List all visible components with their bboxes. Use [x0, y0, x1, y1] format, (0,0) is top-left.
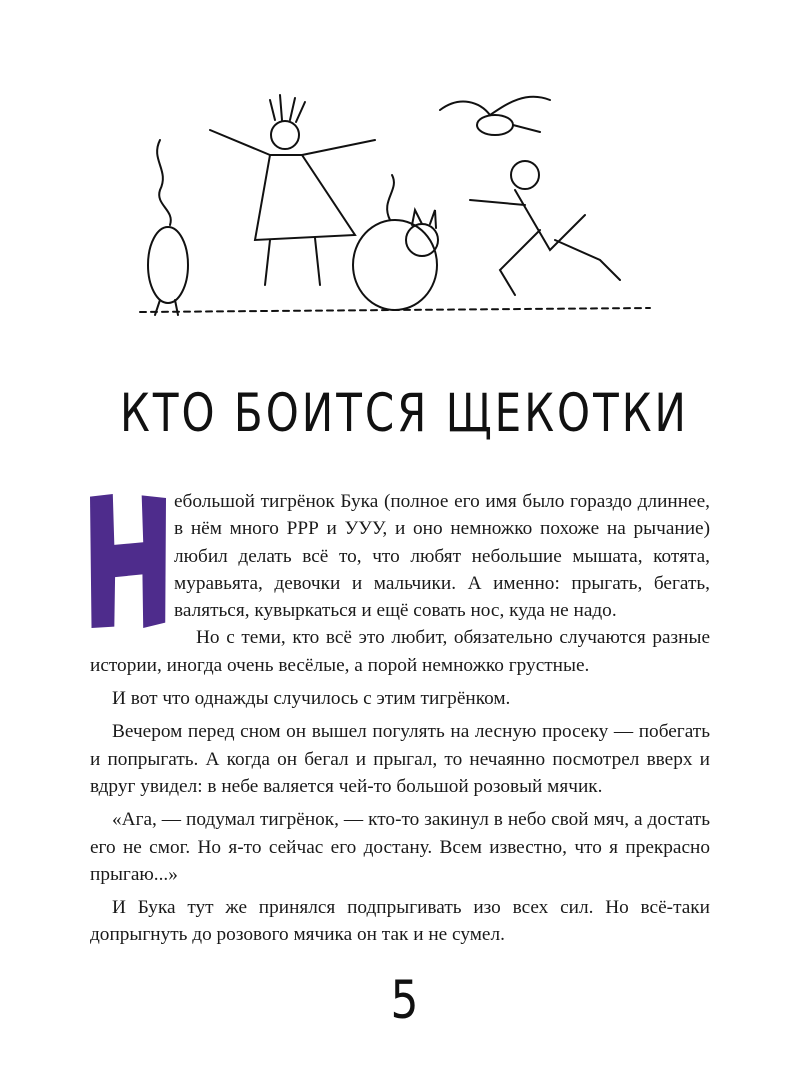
paragraph: Вечером перед сном он вышел погулять на лесную просеку — побегать и попрыгать. А когда он бегал и прыгал, то нечаянно посмотрел вверх и вдруг увидел: в небе валяется чей-то большой розовый мячик. — [90, 721, 710, 797]
boy-drawing — [470, 161, 620, 295]
paragraph: И вот что однажды случилось с этим тигрёнком. — [112, 688, 511, 710]
paragraph: И Бука тут же принялся подпрыгивать изо всех сил. Но всё-таки допрыгнуть до розового мячика он так и не сумел. — [90, 897, 710, 946]
page-number: 5 — [390, 969, 419, 1032]
paragraph: Но с теми, кто всё это любит, обязательно случаются разные истории, иногда очень весёлые, а порой немножко грустные. — [90, 627, 710, 676]
body-text — [90, 488, 710, 949]
header-illustration — [130, 80, 660, 330]
mouse-drawing — [148, 140, 188, 315]
bird-drawing — [440, 97, 550, 135]
cat-drawing — [353, 175, 438, 310]
girl-drawing — [210, 95, 375, 285]
ground-grass — [140, 308, 650, 312]
chapter-title: КТО БОИТСЯ ЩЕКОТКИ — [120, 382, 689, 444]
paragraph: «Ага, — подумал тигрёнок, — кто-то закинул в небо свой мяч, а достать его не смог. Но я-то сейчас его достану. Всем известно, что я прекрасно прыгаю...» — [90, 809, 710, 885]
dropcap-letter: Н — [90, 494, 166, 628]
paragraph: ебольшой тигрёнок Бука (полное его имя было гораздо длиннее, в нём много РРР и УУУ, и оно немножко похоже на рычание) любил делать всё то, что любят небольшие мышата, котята, муравьята, девочки и мальчики. А именно: прыгать, бегать, валяться, кувыркаться и ещё совать нос, куда не надо. — [174, 491, 710, 622]
